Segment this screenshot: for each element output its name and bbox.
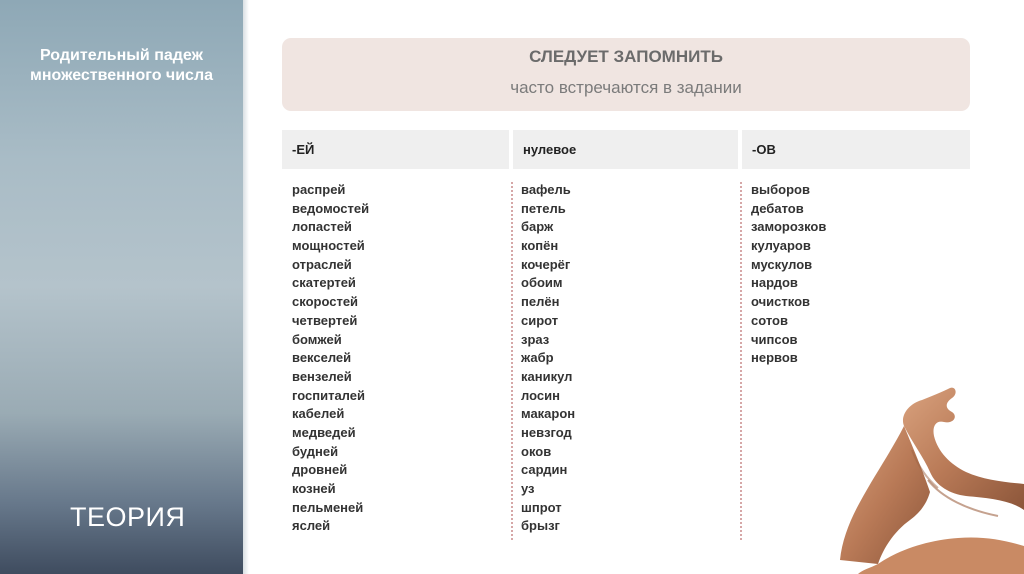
word-item: копён <box>521 238 559 254</box>
word-item: барж <box>521 219 554 235</box>
word-item: медведей <box>292 424 356 440</box>
word-item: сотов <box>751 312 788 328</box>
notice-title: СЛЕДУЕТ ЗАПОМНИТЬ <box>529 47 723 66</box>
word-item: вензелей <box>292 368 352 384</box>
word-list-zero <box>521 181 575 536</box>
word-item: бомжей <box>292 331 342 347</box>
column-divider <box>740 182 742 540</box>
word-item: нардов <box>751 275 798 291</box>
word-item: каникул <box>521 368 573 384</box>
word-item: скатертей <box>292 275 356 291</box>
word-item: дебатов <box>751 200 804 216</box>
word-item: пелён <box>521 294 560 310</box>
word-item: кочерёг <box>521 256 571 272</box>
word-item: нервов <box>751 350 798 366</box>
word-item: вафель <box>521 182 571 197</box>
word-item: госпиталей <box>292 387 365 403</box>
word-item: отраслей <box>292 256 352 272</box>
column-header-label: нулевое <box>523 142 577 157</box>
column-header-ey <box>282 130 509 169</box>
word-item: мощностей <box>292 238 365 254</box>
sidebar-edge <box>243 0 249 574</box>
sidebar-panel <box>0 0 243 574</box>
word-item: обоим <box>521 275 563 291</box>
word-item: невзгод <box>521 424 572 440</box>
word-item: распрей <box>292 182 346 197</box>
section-footer-label: ТЕОРИЯ <box>70 502 186 532</box>
word-item: сардин <box>521 462 568 478</box>
word-item: козней <box>292 481 336 496</box>
word-item: выборов <box>751 182 810 197</box>
word-item: зраз <box>521 331 550 347</box>
word-item: пельменей <box>292 499 364 515</box>
word-item: петель <box>521 200 566 216</box>
word-item: чипсов <box>751 331 798 347</box>
word-item: четвертей <box>292 312 358 328</box>
column-header-label: -ОВ <box>752 142 776 157</box>
word-item: будней <box>292 443 339 459</box>
word-item: яслей <box>292 518 331 534</box>
word-item: сирот <box>521 312 559 328</box>
word-item: жабр <box>521 350 554 366</box>
word-item: мускулов <box>751 256 813 272</box>
word-list-ov <box>751 181 826 368</box>
word-item: заморозков <box>751 219 827 235</box>
word-item: уз <box>521 481 535 496</box>
notice-banner <box>282 38 970 111</box>
flexed-arm-image <box>838 380 1024 574</box>
column-header-label: -ЕЙ <box>292 142 315 157</box>
column-header-ov <box>742 130 970 169</box>
section-title-line-2: множественного числа <box>30 67 213 84</box>
slide-section-title <box>0 46 243 86</box>
word-item: векселей <box>292 350 352 366</box>
word-item: оков <box>521 443 552 459</box>
column-header-zero <box>513 130 738 169</box>
column-divider <box>511 182 513 540</box>
word-item: лосин <box>521 387 560 403</box>
section-title-line-1: Родительный падеж <box>40 47 203 64</box>
word-item: кабелей <box>292 406 345 422</box>
word-item: макарон <box>521 406 576 422</box>
word-item: скоростей <box>292 294 359 310</box>
word-item: очистков <box>751 294 811 310</box>
word-item: ведомостей <box>292 200 370 216</box>
word-item: дровней <box>292 462 348 478</box>
notice-subtitle: часто встречаются в задании <box>510 78 742 97</box>
word-item: брызг <box>521 518 560 534</box>
word-item: лопастей <box>292 219 352 235</box>
word-item: шпрот <box>521 499 562 515</box>
word-list-ey <box>292 181 369 536</box>
word-item: кулуаров <box>751 238 811 254</box>
